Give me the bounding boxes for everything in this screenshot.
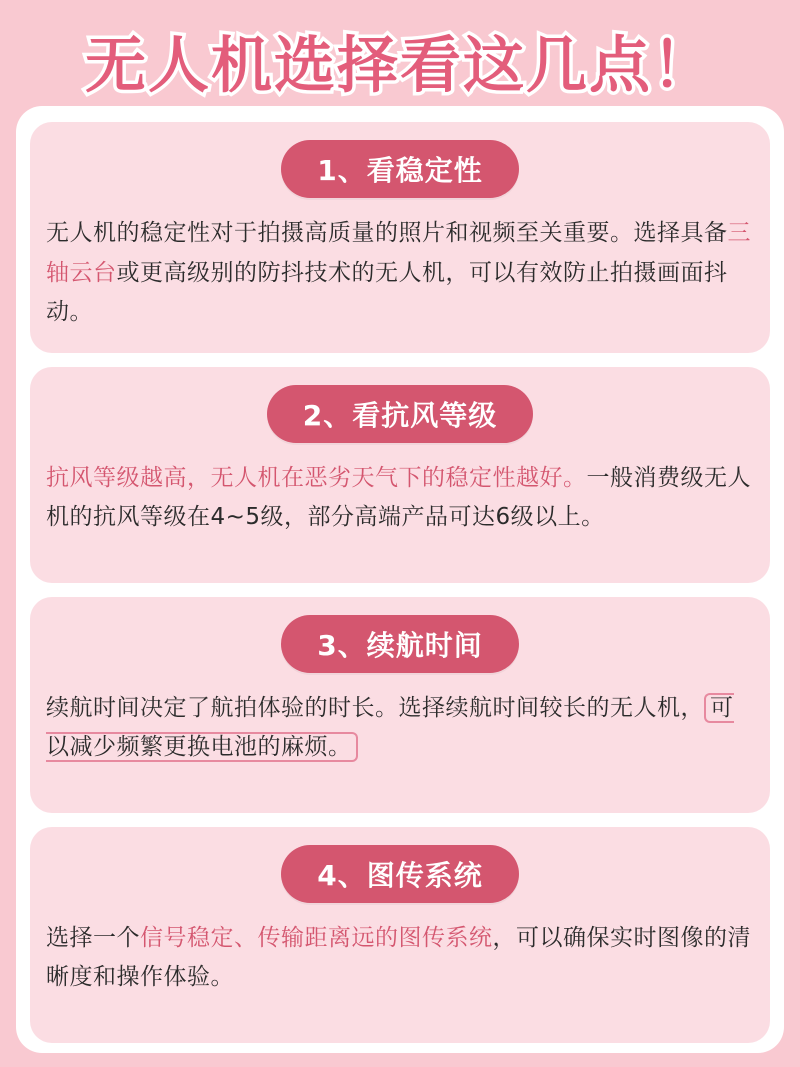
tip-pill-3: 3、续航时间 <box>281 615 518 673</box>
tip-body-4 <box>46 919 754 998</box>
tip-segment: 一般消费级无人机的抗风等级在4~5级，部分高端产品可达6级以上。 <box>46 464 751 531</box>
tip-segment: 续航时间决定了航拍体验的时长。选择续航时间较长的无人机， <box>46 694 704 721</box>
tip-body-2 <box>46 459 754 538</box>
content-board <box>16 106 784 1053</box>
tip-card-2 <box>30 367 770 583</box>
poster-title-wrap <box>16 14 784 106</box>
tip-segment-boxed: 可以减少频繁更换电池的麻烦。 <box>46 694 734 761</box>
tip-segment-highlight: 抗风等级越高，无人机在恶劣天气下的稳定性越好。 <box>46 464 587 491</box>
tip-card-1 <box>30 122 770 353</box>
tip-pill-row-4 <box>46 845 754 903</box>
tip-body-3 <box>46 689 754 768</box>
tip-card-3 <box>30 597 770 813</box>
tip-segment-highlight: 三轴云台 <box>46 220 751 286</box>
tip-segment: 无人机的稳定性对于拍摄高质量的照片和视频至关重要。选择具备 <box>46 220 728 246</box>
tip-pill-4: 4、图传系统 <box>281 845 518 903</box>
tip-segment: 选择一个 <box>46 924 140 951</box>
tip-segment: 或更高级别的防抖技术的无人机，可以有效防止拍摄画面抖动。 <box>46 259 728 326</box>
tip-card-4 <box>30 827 770 1043</box>
tip-pill-row-1 <box>46 140 754 198</box>
tip-segment: ，可以确保实时图像的清晰度和操作体验。 <box>46 924 751 991</box>
tip-body-1 <box>46 214 754 333</box>
tip-pill-row-2 <box>46 385 754 443</box>
tip-segment-highlight: 信号稳定、传输距离远的图传系统 <box>140 924 493 951</box>
page-title: 无人机选择看这几点！ <box>84 29 715 101</box>
tip-pill-2: 2、看抗风等级 <box>267 385 533 443</box>
tip-pill-row-3 <box>46 615 754 673</box>
tip-pill-1: 1、看稳定性 <box>281 140 518 198</box>
